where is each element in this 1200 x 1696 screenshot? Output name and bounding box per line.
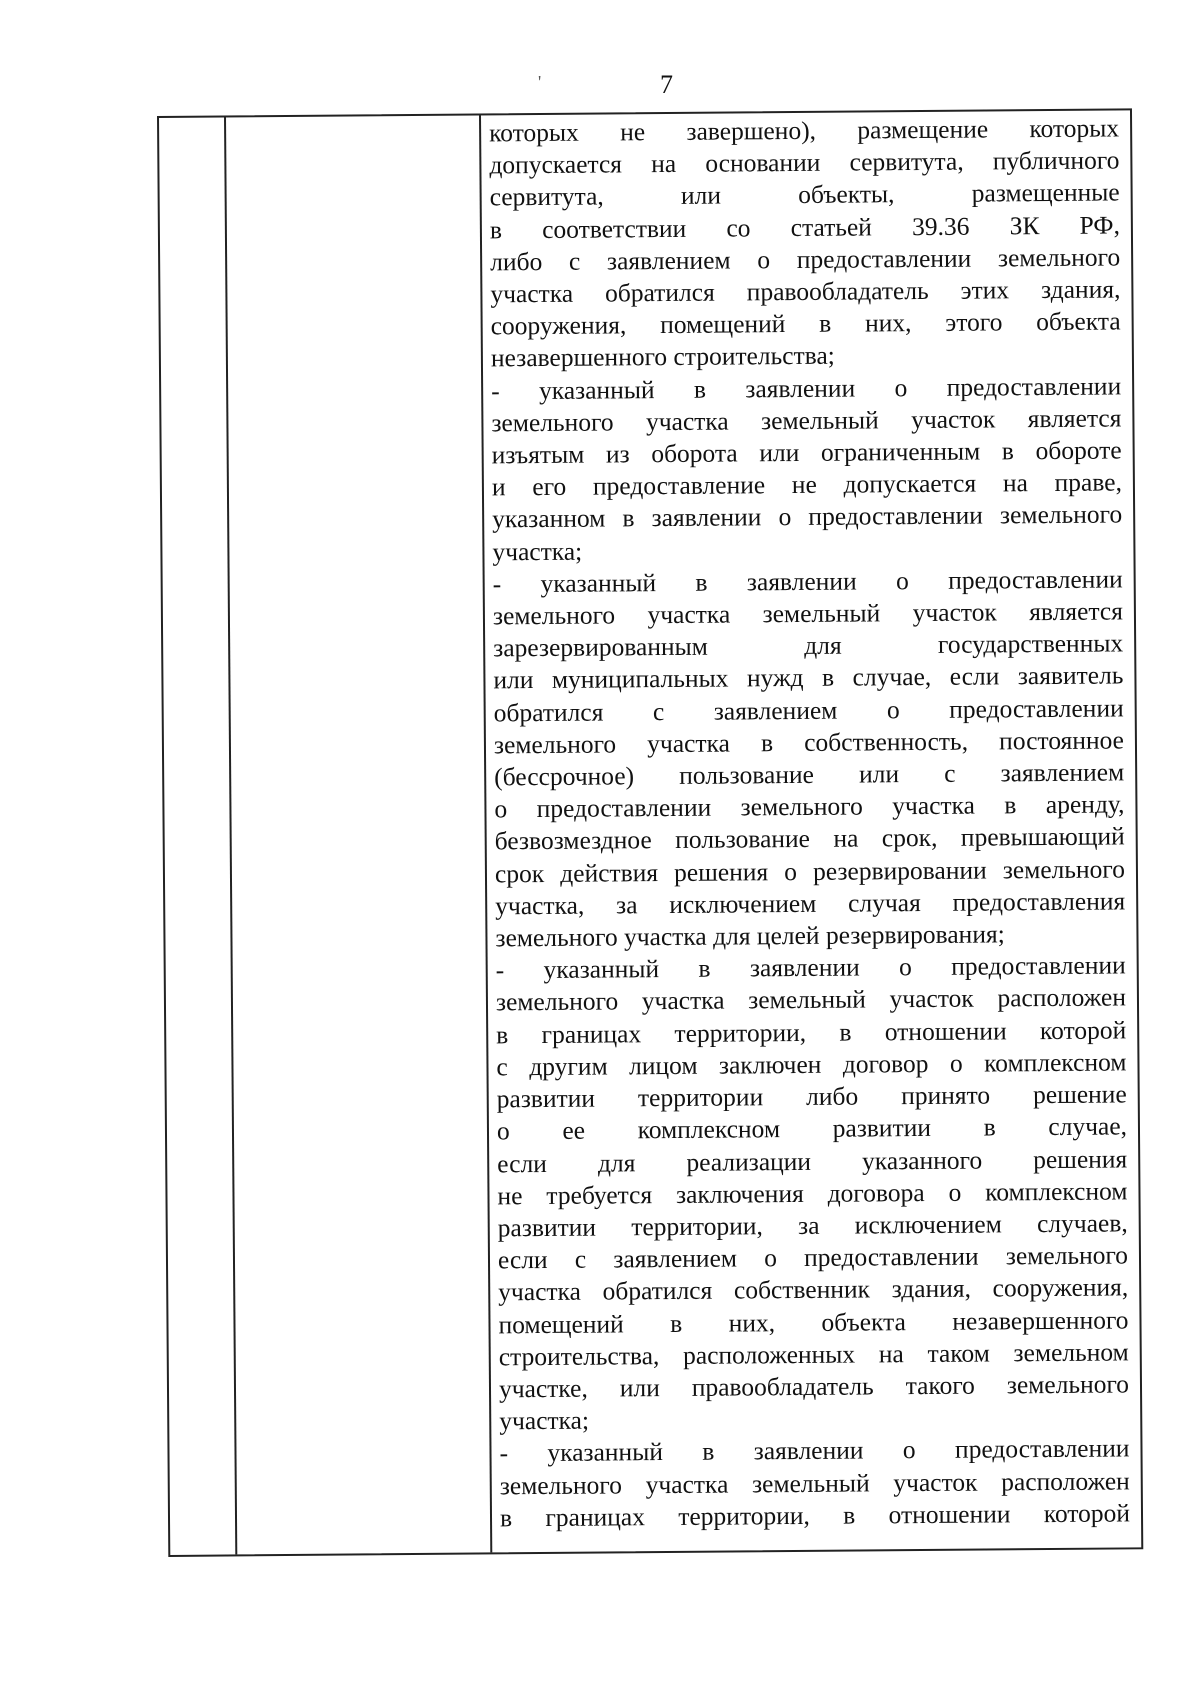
text-line: в соответствии со статьей 39.36 ЗК РФ, — [489, 210, 1120, 244]
text-line: строительства, расположенных на таком земельном — [498, 1337, 1129, 1372]
text-line: не требуется заключения договора о комплексном — [497, 1176, 1128, 1211]
table-cell-text — [489, 112, 1130, 1534]
scan-mark: ' — [538, 72, 542, 92]
text-line: участка обратился правообладатель этих здания, — [490, 274, 1121, 309]
text-line: земельного участка земельный участок является — [491, 403, 1122, 438]
text-line: обратился с заявлением о предоставлении — [493, 693, 1124, 728]
text-line: участка; — [499, 1405, 590, 1436]
text-line: - указанный в заявлении о предоставлении — [495, 950, 1126, 985]
text-line: если с заявлением о предоставлении земельного — [497, 1240, 1129, 1275]
text-line: участка; — [492, 536, 583, 567]
text-line: если для реализации указанного решения — [497, 1143, 1128, 1178]
text-line: земельного участка для целей резервирования; — [495, 919, 1005, 953]
text-line: либо с заявлением о предоставлении земельного — [490, 242, 1121, 277]
text-line: в границах территории, в отношении которой — [499, 1498, 1131, 1533]
text-line: помещений в них, объекта незавершенного — [498, 1304, 1129, 1339]
text-line: сервитута, или объекты, размещенные — [489, 177, 1120, 212]
text-line: - указанный в заявлении о предоставлении — [491, 371, 1122, 406]
text-line: указанном в заявлении о предоставлении земельного — [492, 499, 1123, 534]
text-line: земельного участка земельный участок расположен — [499, 1465, 1130, 1500]
text-line: - указанный в заявлении о предоставлении — [499, 1433, 1130, 1468]
text-line: (бессрочное) пользование или с заявлением — [494, 757, 1125, 792]
text-line: о предоставлении земельного участка в аренду, — [494, 789, 1125, 824]
text-line: развитии территории либо принято решение — [496, 1079, 1127, 1114]
column-divider-1 — [224, 117, 237, 1554]
text-line: и его предоставление не допускается на праве, — [491, 467, 1123, 502]
text-line: о ее комплексном развитии в случае, — [496, 1111, 1128, 1146]
text-line: земельного участка земельный участок расположен — [495, 982, 1127, 1017]
text-line: незавершенного строительства; — [490, 341, 835, 373]
text-line: развитии территории, за исключением случаев, — [497, 1208, 1128, 1243]
text-line: безвозмездное пользование на срок, превышающий — [494, 821, 1125, 856]
text-line: земельного участка земельный участок является — [492, 596, 1124, 631]
text-line: участка, за исключением случая предоставления — [495, 886, 1126, 921]
document-table — [157, 108, 1143, 1557]
text-line: сооружения, помещений в них, этого объекта — [490, 306, 1121, 341]
text-line: с другим лицом заключен договор о комплексном — [496, 1047, 1127, 1082]
text-line: в границах территории, в отношении которой — [496, 1015, 1127, 1050]
text-line: участка обратился собственник здания, сооружения, — [498, 1272, 1129, 1307]
text-line: земельного участка в собственность, постоянное — [493, 725, 1125, 760]
text-line: зарезервированным для государственных — [493, 628, 1124, 663]
page-number: 7 — [660, 70, 673, 99]
text-line: участке, или правообладатель такого земельного — [498, 1369, 1130, 1404]
text-line: изъятым из оборота или ограниченным в обороте — [491, 435, 1122, 470]
text-line: которых не завершено), размещение которых — [489, 113, 1120, 148]
text-line: - указанный в заявлении о предоставлении — [492, 564, 1123, 599]
text-line: или муниципальных нужд в случае, если заявитель — [493, 660, 1124, 695]
text-line: допускается на основании сервитута, публичного — [489, 145, 1120, 180]
text-line: срок действия решения о резервировании земельного — [494, 854, 1126, 889]
